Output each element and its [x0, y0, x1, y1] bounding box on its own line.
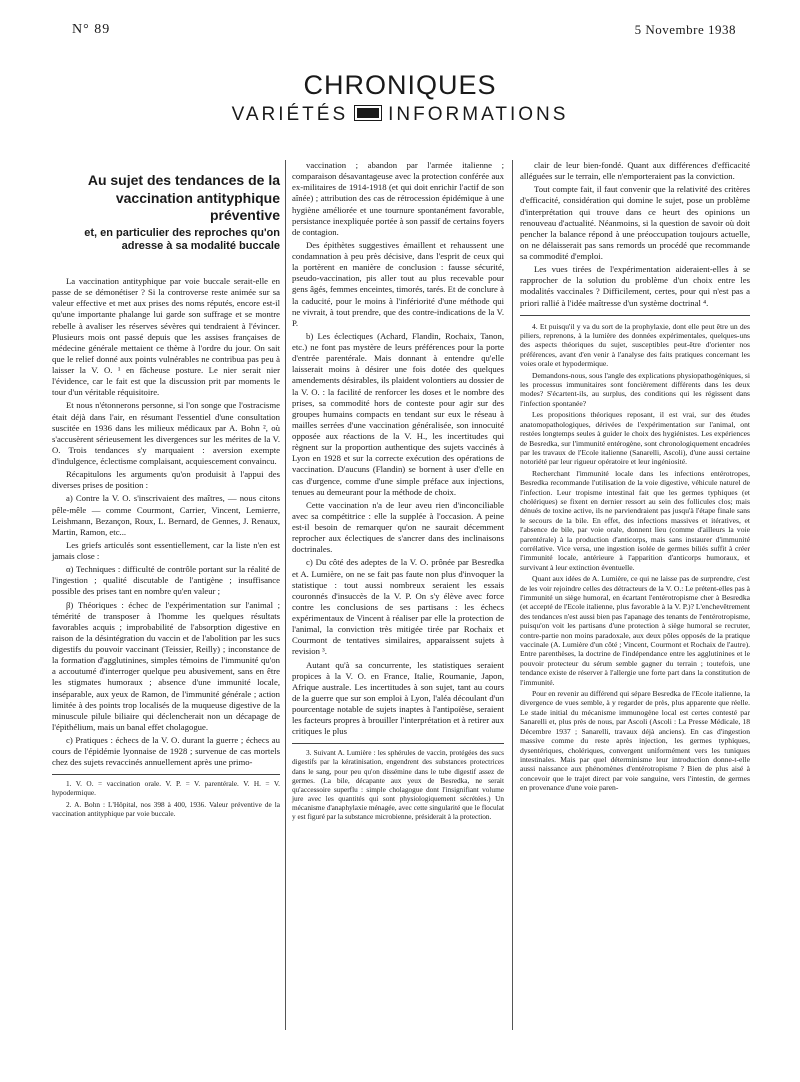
footnote-divider — [292, 743, 504, 744]
column-1 — [52, 160, 280, 820]
paragraph: vaccination ; abandon par l'armée italienne ; comparaison désavantageuse avec la protection conférée aux ex-militaires de 1914-1918 (et qui doit enrichir l'actif de son aînée) ; attribution des cas de rétrocession épidémique à une hygiène améliorée et une tournure spontanément favorable, persistance inexpliquée portée à son passif de certains foyers de contagion. — [292, 160, 504, 237]
footnote: 2. A. Bohn : L'Hôpital, nos 398 à 400, 1936. Valeur préventive de la vaccination antityphique par voie buccale. — [52, 799, 280, 818]
masthead-varietes: VARIÉTÉS — [231, 104, 349, 125]
issue-number: N° 89 — [72, 22, 111, 37]
column-3 — [520, 160, 750, 795]
paragraph: Les vues tirées de l'expérimentation aideraient-elles à se rapprocher de la solution du problème d'un choix entre les modalités vaccinales ? Difficilement, certes, pour qui n'est pas a priori rallié à l'idée maîtresse d'un système doctrinal ⁴. — [520, 264, 750, 308]
footnote: 3. Suivant A. Lumière : les sphérules de vaccin, protégées des sucs digestifs par la kératinisation, engendrent des substances protectrices dans le sang, pour peu qu'on dissémine dans le tube digestif assez de germes. (La bile, décapante aux yeux de Besredka, ne serait qu'accessoire superflu : simple cholagogue dont l'insignifiant volume jure avec les quantités qui sont physiologiquement sécrétées.) Un mécanisme d'anaphylaxie ménagée, avec cette singularité que le floculat y est figuré par la substance microbienne, présiderait à la protection. — [292, 748, 504, 822]
paragraph: clair de leur bien-fondé. Quant aux différences d'efficacité alléguées sur le terrain, elle n'emporteraient pas la conviction. — [520, 160, 750, 182]
paragraph: Et nous n'étonnerons personne, si l'on songe que l'ostracisme était déjà dans l'air, en résumant l'essentiel d'une consultation suscitée en 1936 dans les milieux médicaux par A. Bohn ², où s'accusèrent sérieusement les divergences sur les mérites de la V. O. Trois tendances s'y marquaient : aversion exempte d'indulgence, éclectisme complaisant, acquiescement convaincu. — [52, 400, 280, 466]
paragraph: c) Du côté des adeptes de la V. O. prônée par Besredka et A. Lumière, on ne se fait pas faute non plus d'invoquer la statistique : tout aussi nombreux seraient les essais couronnés d'insuccès de la V. P. On s'y élève avec force contre les conclusions de ses partisans : les échecs expérimentaux de Vincent à réaliser par elle la protection de l'animal, la conviction très mitigée tirée par Rochaix et Courmont de tentatives similaires, apparaissent sujets à revision ³. — [292, 557, 504, 657]
paragraph: Les griefs articulés sont essentiellement, car la liste n'en est jamais close : — [52, 539, 280, 561]
paragraph: La vaccination antityphique par voie buccale serait-elle en passe de se démonétiser ? Si la controverse reste animée sur sa valeur effective et met aux prises des noms réputés, encore est-il qu'une importante phalange lui garde son suffrage et se montre rebelle à avaliser les réserves sévères qui tendraient à l'évincer. Plusieurs mois ont passé depuis que les assises françaises de médecine générale mettaient ce thème à l'ordre du jour. On sait que le relief donné aux points vulnérables ne contribua pas peu à laisser la V. O. ¹ en fâcheuse posture. Le nier serait nier l'évidence, car le fait est que la discussion prit par moments le tour d'un véritable réquisitoire. — [52, 276, 280, 398]
paragraph: Autant qu'à sa concurrente, les statistiques seraient propices à la V. O. en France, Italie, Roumanie, Japon, Afrique australe. Les incertitudes à son sujet, tant au cours de la guerre que sur son emploi à Lyon, l'aléa découlant d'un pourcentage notable de sujets inaptes à l'antipoïèse, seraient les facteurs propres à brouiller l'interprétation et à retirer aux critiques le plus — [292, 659, 504, 737]
footnote-paragraph: Demandons-nous, sous l'angle des explications physiopathogéniques, si les processus immunitaires sont foncièrement différents dans les deux modes? S'écartent-ils, au surplus, des conditions qui les régissent dans l'infection spontanée? — [520, 370, 750, 408]
paragraph: β) Théoriques : échec de l'expérimentation sur l'animal ; témérité de transposer à l'homme les quelques résultats favorables acquis ; improbabilité de l'absorption digestive en raison de la désintégration du vaccin et de l'abolition par les sucs digestifs du pouvoir vaccinant (Teissier, Reilly) ; inconstance de la formation d'agglutinines, simples témoins de l'immunité qu'on a accoutumé d'interroger quelque peu abusivement, sans en être les stigmates humoraux ; absence d'une immunité locale, inséparable, aux yeux de Ramon, de l'immunité générale ; action limitée à des points trop localisés de la muqueuse digestive de la minuscule pilule biliaire qui déclencherait non un décapage de l'épithélium, mais un banal effet cholagogue. — [52, 599, 280, 732]
masthead-title: CHRONIQUES — [303, 70, 497, 100]
footnote-paragraph: Recherchant l'immunité locale dans les infections entérotropes, Besredka recommande l'utilisation de la voie digestive, véhicule naturel de l'infection. Leur tropisme intestinal fait que les germes typhiques (et cholériques) se fixent en dernier ressort au sein des follicules clos; mais dénués de toxine active, ils ne parviendraient pas jusqu'à l'étape finale sans le secours de la bile. En effet, des infections massives et itératives, et l'absence de bile, par voie orale, donnent lieu (comme d'ailleurs la voie parentérale) à la production d'anticorps, mais sans instaurer d'immunité corrélative. Vice versa, une ingestion isolée de germes biliés suffit à créer l'immunité locale, antérieure à l'apparition d'anticorps humoraux, et survivant à leur extinction éventuelle. — [520, 468, 750, 572]
paragraph: b) Les éclectiques (Achard, Flandin, Rochaix, Tanon, etc.) ne font pas mystère de leurs préférences pour la porte d'entrée parentérale. Mais donnant à entendre qu'elle laisserait moins à désirer une fois dotée des quelques amendements désirables, ils plaident volontiers au dossier de la V. O. : la facilité de renforcer les doses et le nombre des prises, sa commodité hors de conteste pour agir sur des groupes humains compacts en tendant sur eux le réseau à mailles serrées d'une vaccination généralisée, son innocuité opposée aux réactions de la V. H., les incertitudes qui règnent sur la proportion authentique des sujets vaccinés à Lyon en 1928 et sur la correcte exécution des opérations de vaccination. D'aucuns (Flandin) se bornent à user d'elle en cas d'urgence, comme d'une simple préface aux injections, tenues au demeurant pour la méthode de choix. — [292, 330, 504, 497]
paragraph: a) Contre la V. O. s'inscrivaient des maîtres, — nous citons pêle-mêle — comme Courmont, Carrier, Vincent, Lemierre, Leishmann, Bezançon, Roux, L. Bernard, de Gennes, J. Renaux, Martin, Ramon, etc... — [52, 493, 280, 537]
footnote-divider — [520, 315, 750, 316]
masthead-informations: INFORMATIONS — [388, 104, 569, 125]
article-title: Au sujet des tendances de la vaccination antityphique préventive — [87, 172, 280, 223]
paragraph: α) Techniques : difficulté de contrôle portant sur la réalité de l'ingestion ; qualité discutable de l'antigène ; insuffisance possible des prises tant en nombre qu'en valeur ; — [52, 564, 280, 597]
footnote-block — [520, 322, 750, 793]
footnote-paragraph: Quant aux idées de A. Lumière, ce qui ne laisse pas de surprendre, c'est de les voir rejoindre celles des détracteurs de la V. O.: Le prétent-elles pas à l'immunité un siège humoral, en écartant l'entérotropisme cher à Besredka (et accepté de l'Ecole italienne, plus favorable à la V. P.)? L'enchevêtrement des tendances n'est aussi bien pas l'apanage des tenants de l'entérotropisme, puisqu'on voit les partisans d'une protection à siège humoral se recruter, contre-partie non moins paradoxale, aux deux pôles opposés de la pratique vaccinale (A. Lumière d'un côté ; Vincent, Courmont et Rochaix de l'autre). Entre parenthèses, la doctrine de l'indépendance entre les agglutinines et le pouvoir protecteur du sérum semble gagner du terrain ; toutefois, une tendance existe de réserver à l'allergie une forte part dans la constitution de l'immunité. — [520, 574, 750, 687]
column-2 — [292, 160, 504, 823]
article-subtitle: et, en particulier des reproches qu'on adresse à sa modalité buccale — [84, 226, 280, 253]
column-divider — [512, 160, 513, 1030]
issue-date: 5 Novembre 1938 — [634, 22, 736, 37]
ornament-icon — [354, 105, 382, 121]
footnote-divider — [52, 774, 280, 775]
paragraph: c) Pratiques : échecs de la V. O. durant la guerre ; échecs au cours de l'épidémie lyonnaise de 1928 ; survenue de cas mortels chez des sujets revaccinés annuellement après une primo- — [52, 735, 280, 768]
footnote-paragraph: 4. Et puisqu'il y va du sort de la prophylaxie, dont elle peut être un des piliers, reprenons, à la lumière des données expérimentales, quelques-uns des aspects théoriques du sujet, susceptibles peut-être d'orienter nos préférences, avant d'en venir à l'analyse des faits pratiques concernant les voies orale et hypodermique. — [520, 321, 750, 369]
masthead-subtitle — [0, 104, 800, 126]
paragraph: Des épithètes suggestives émaillent et rehaussent une condamnation à peu près décisive, dans l'esprit de ceux qui la portèrent en manière de conclusion : fausse sécurité, pseudo-vaccination, pis aller tout au plus recevable pour gens âgés, femmes enceintes, timorés, tarés. Et de conclure à la caducité, pour le moins à l'infériorité d'une méthode qui ne vivrait, à tout prendre, que des contre-indications de la V. P. — [292, 239, 504, 328]
column-divider — [285, 160, 286, 1030]
paragraph: Récapitulons les arguments qu'on produisit à l'appui des diverses prises de position : — [52, 469, 280, 491]
paragraph: Tout compte fait, il faut convenir que la relativité des critères d'efficacité, considération qui domine le sujet, pose un problème d'interprétation qui trouve dans ce heurt des opinions un renouveau d'actualité. Néanmoins, si la question de savoir où doit pencher la balance répond à une préoccupation toujours actuelle, on ne délaisserait pas sans remords un procédé que recommande sa commodité d'emploi. — [520, 184, 750, 261]
footnote-paragraph: Pour en revenir au différend qui sépare Besredka de l'Ecole italienne, la divergence de vues semble, à y regarder de près, plus apparente que réelle. Le stade initial du mécanisme immunogène local est certes contesté par Sanarelli et, plus près de nous, par Ascoli (Ascoli : La Presse Médicale, 18 Décembre 1937 ; Sanarelli, travaux déjà anciens). En cas d'ingestion massive comme du reste après injection, les germes typhiques, dysentériques, cholériques, convergent uniformément vers les tuniques intestinales. Mais par quel déterminisme leur introduction donne-t-elle aussi naissance aux phénomènes d'entérotropisme ? Bien de plus aisé à concevoir que le trajet direct par voie sanguine, vers l'intestin, de germes en provenance d'une voie paren- — [520, 689, 750, 793]
footnote: 1. V. O. = vaccination orale. V. P. = V. parentérale. V. H. = V. hypodermique. — [52, 779, 280, 798]
paragraph: Cette vaccination n'a de leur aveu rien d'inconciliable avec sa compétitrice : elle la supplée à l'occasion. A peine est-il besoin de remarquer qu'on ne saurait décemment reprocher aux éclectiques de s'ancrer dans des inclinaisons doctrinales. — [292, 499, 504, 555]
footnote-paragraph: Les propositions théoriques reposant, il est vrai, sur des études anatomopathologiques, dérivées de l'expérimentation sur l'animal, ont restées longtemps seules à guider le choix des hygiénistes. Les expériences de Besredka, sur l'immunité entérogène, sont chronologiquement encadrées par les travaux de l'Ecole italienne (Sanarelli, Ascoli), d'une aussi certaine notoriété par leur rigueur opératoire et leur ingéniosité. — [520, 410, 750, 467]
